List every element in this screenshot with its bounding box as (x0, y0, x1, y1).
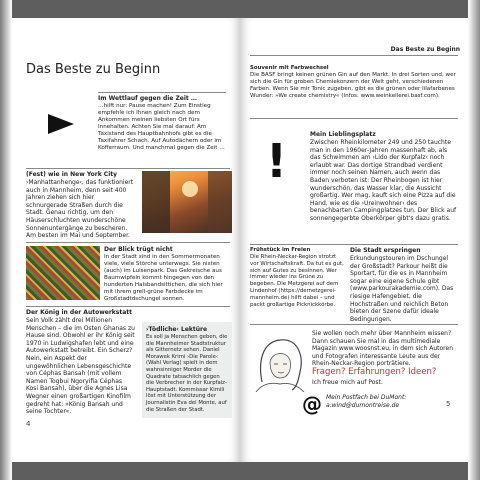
lieblingsplatz-heading: Mein Lieblingsplatz (310, 131, 376, 138)
block1-body: …hilft nur: Pause machen! Zum Einstieg empfehle ich Ihnen gleich nach dem Ankommen meinen liebsten Ort fürs Innehalten. Achten Sie mal darauf: Am Taxistand des Hauptbahnhofs gibt es die Taxifahrer Schach. Auf Autodächern oder im Kofferraum. Und manchmal gegen die Zeit … (98, 103, 225, 151)
author-question: Fragen? Erfahrungen? Ideen? (312, 367, 437, 377)
block2-body: ›Manhattanhenge‹, das funktioniert auch in Mannheim, denn seit 400 Jahren ziehen sich hier schnurgerade Straßen durch die Stadt. Genau richtig, um den Häuserschluchten wunderschöne Sonnenuntergänge zu bescheren. Am besten im Mai und September. (26, 179, 134, 240)
exclamation-icon: ! (266, 134, 287, 188)
fruehstueck-heading: Frühstück im Freien (250, 247, 311, 253)
block3-heading: Der Blick trügt nicht (104, 246, 173, 253)
sunset-street-photo (142, 171, 232, 233)
lieblingsplatz-body: Zwischen Rheinkilometer 249 und 250 tauchte man in den 1960er-Jahren massenhaft ab, als das Schwimmen am ›Lido der Kurpfalz‹ noch erlaubt war. Das dortige Strandbad verdient immer noch seinen Namen, auch wenn das Baden verboten ist: Der Rheinbogen ist hier wunderschön, das Wasser klar, die Aussicht großartig. Wer mag, kauft sich eine Pizza auf die Hand, wie es die ›Ureinwohner‹ des benachbarten Campingplatzes tun. Der Blick auf sonnengegerbte Oberkörper gibt's dazu gratis. (310, 139, 457, 222)
mail-label: Mein Postfach bei DuMont: (326, 394, 407, 401)
parakeets-photo (26, 246, 100, 300)
page-title: Das Beste zu Beginn (26, 62, 161, 77)
right-edge (468, 0, 480, 480)
block1-heading: Im Wettlauf gegen die Zeit … (98, 95, 197, 102)
block4-body: Sein Volk zählt drei Millionen Menschen – die im Osten Ghanas zu Hause sind. Obwohl er ihr König seit 1970 in Ludwigshafen lebt und eine Autowerkstatt betreibt. Ein Scherz? Nein, ein Aspekt der ungewöhnlichen Lebensgeschichte von Céphas Bansah (mit vollem Namen Togbui Ngoryifia Céphas Kosi Bansah), über die Agnes Lisa Wegner einen großartigen Kinofilm gedreht hat: »König Bansah und seine Tochter«. (26, 317, 135, 416)
cover-bottom (0, 462, 480, 480)
arrow-icon (48, 114, 74, 134)
souvenir-body: Die BASF bringt keinen grünen Gin auf den Markt. In drei Sorten und, wer sich die Gin für groben Chemiekonzern der Welt geht, verschiedenen Farben. Wenn Sie mir Tonic zugeben, gibt es die grünen oder lilafarbenes Wunder: »We create chemistry« (Infos: www.weinkellerei.basf.com). (250, 72, 456, 99)
block4-heading: Der König in der Autowerkstatt (26, 309, 132, 316)
mail-link[interactable]: a.wind@dumontreise.de (326, 402, 400, 409)
block2-heading: (Fest) wie in New York City (26, 171, 118, 178)
block5-heading: ›Tödliche‹ Lektüre (146, 326, 208, 333)
block3-body: In der Stadt sind in den Sommermonaten viele, viele Störche unterwegs. Sie nisten (auch) im Luisenpark. Das Gekreische aus Baumwipfeln kommt hingegen von den hunderten Halsbandsittichen, die sich hier mit ihrem grell-grüne Farbdecke im Großstadtdschungel sonnen. (104, 254, 223, 302)
page-number-left: 4 (26, 420, 31, 428)
running-header: Das Beste zu Beginn (390, 46, 460, 53)
fruehstueck-body: Die Rhein-Neckar-Region strotzt vor Wirtschaftskraft. Da tut es gut, sich auf Gutes zu besinnen. Wer immer wieder ins Grüne zu begeben. Die Metzgerei auf dem Lindenhof (https://dernetzgerei-mannheim.de) hilft dabei – und packt großartige Picknickkörbe. (250, 254, 344, 308)
right-page (240, 18, 468, 462)
block5-body: Es soll ja Menschen geben, die die Mannheimer Stadtstruktur als Gitternetz sehen. Daniel Morawek Krimi ›Die Parole‹ (Wahl Verlag) spielt in dem wahnsinniger Morder die Quadrate tatsachlich gegen die Verbrecher in der Kurpfalz-Hauptstadt. Kommissar Kimili löst mit Unterstützung der Journalistin Eva del Monte, auf die Straßen der Stadt. (146, 334, 228, 413)
author-body: Sie wollen noch mehr über Mannheim wissen? Dann schauen Sie mal in das multimediale Magazin www.woosnst.eu, in dem sich Autoren und Fotografen interessante Leute aus der Rhein-Neckar-Region porträtiere. (312, 330, 454, 368)
at-icon: @ (302, 392, 322, 416)
left-page (12, 18, 240, 462)
author-portrait-sketch (252, 332, 308, 392)
left-edge (0, 0, 12, 480)
parkour-body: Erkundungstouren im Dschungel der Großstadt? Parkour heißt die Sportart, für die es in Mannheim sogar eine eigene Schule gibt (www.parkourakademie.com). Das riesige Hafengebiet, die Hochstraßen und reichlich Beton bieten der Szene dafür ideale Bedingungen. (350, 255, 454, 323)
author-answer: Ich freue mich auf Post. (312, 379, 383, 386)
lektuere-box (142, 322, 232, 418)
souvenir-heading: Souvenir mit Farbwechsel (250, 65, 329, 71)
parkour-heading: Die Stadt erspringen (350, 247, 421, 254)
page-number-right: 5 (446, 400, 451, 408)
cover-top (0, 0, 480, 18)
